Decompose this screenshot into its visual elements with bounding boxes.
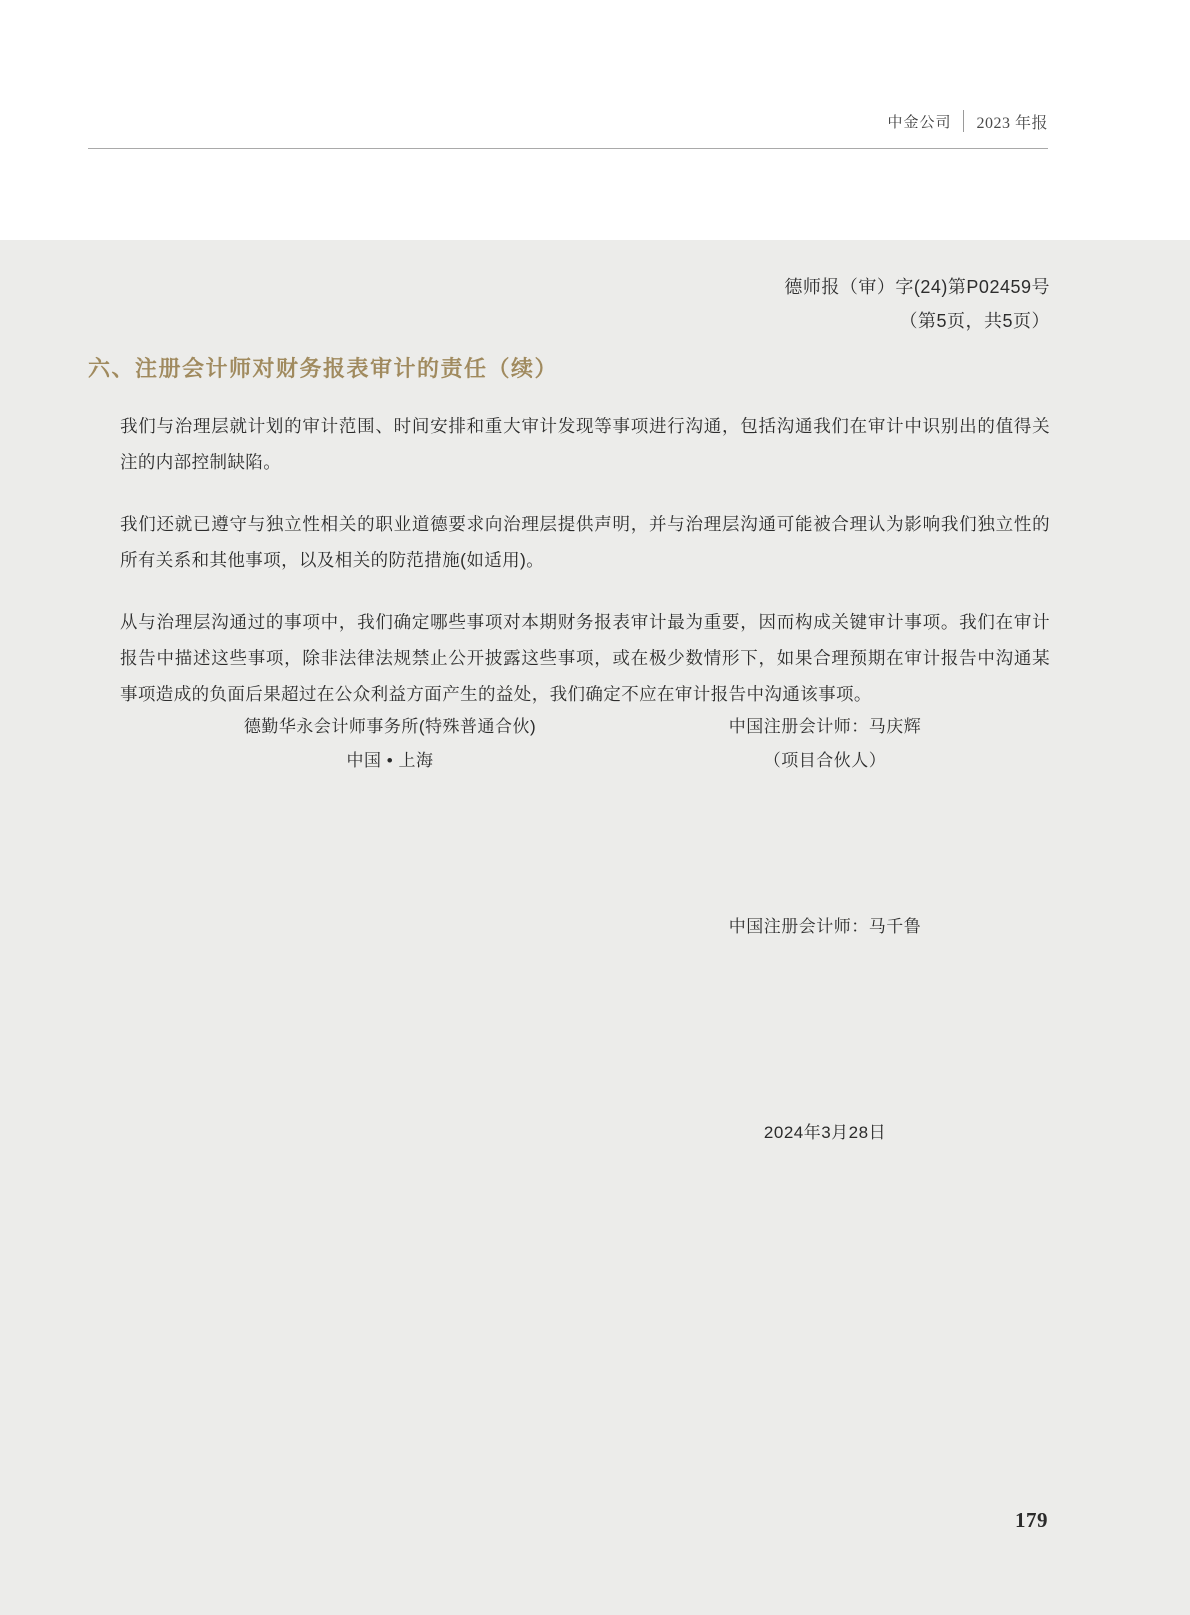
signature-firm-name: 德勤华永会计师事务所(特殊普通合伙) xyxy=(243,717,537,736)
header-company-name: 中金公司 xyxy=(887,113,952,131)
header-horizontal-rule xyxy=(88,148,1048,149)
signature-firm-block xyxy=(190,710,590,778)
document-reference xyxy=(784,270,1050,338)
signature-partner-role: （项目合伙人） xyxy=(763,751,887,770)
paragraph-2: 我们还就已遵守与独立性相关的职业道德要求向治理层提供声明，并与治理层沟通可能被合理认为影响我们独立性的所有关系和其他事项，以及相关的防范措施(如适用)。 xyxy=(120,514,1050,570)
signature-accountant-block xyxy=(660,910,990,944)
section-heading: 六、注册会计师对财务报表审计的责任（续） xyxy=(88,356,559,381)
header-label-group xyxy=(887,108,1048,134)
paragraph-1: 我们与治理层就计划的审计范围、时间安排和重大审计发现等事项进行沟通，包括沟通我们在审计中识别出的值得关注的内部控制缺陷。 xyxy=(120,416,1050,472)
header-report-year: 2023 年报 xyxy=(976,114,1048,132)
signature-accountant-name: 中国注册会计师：马千鲁 xyxy=(728,917,922,936)
document-page-count: （第5页，共5页） xyxy=(899,311,1050,331)
document-reference-number: 德师报（审）字(24)第P02459号 xyxy=(784,277,1050,297)
page-number: 179 xyxy=(1015,1508,1048,1532)
signature-firm-location: 中国 • 上海 xyxy=(346,751,434,770)
signature-partner-block xyxy=(660,710,990,778)
signature-date: 2024年3月28日 xyxy=(763,1123,887,1142)
section-body xyxy=(120,408,1050,738)
page-header xyxy=(0,0,1190,240)
content-sheet xyxy=(0,240,1190,1615)
signature-partner-name: 中国注册会计师：马庆辉 xyxy=(728,717,922,736)
paragraph-3: 从与治理层沟通过的事项中，我们确定哪些事项对本期财务报表审计最为重要，因而构成关键审计事项。我们在审计报告中描述这些事项，除非法律法规禁止公开披露这些事项，或在极少数情形下，如果合理预期在审计报告中沟通某事项造成的负面后果超过在公众利益方面产生的益处，我们确定不应在审计报告中沟通该事项。 xyxy=(120,612,1050,704)
